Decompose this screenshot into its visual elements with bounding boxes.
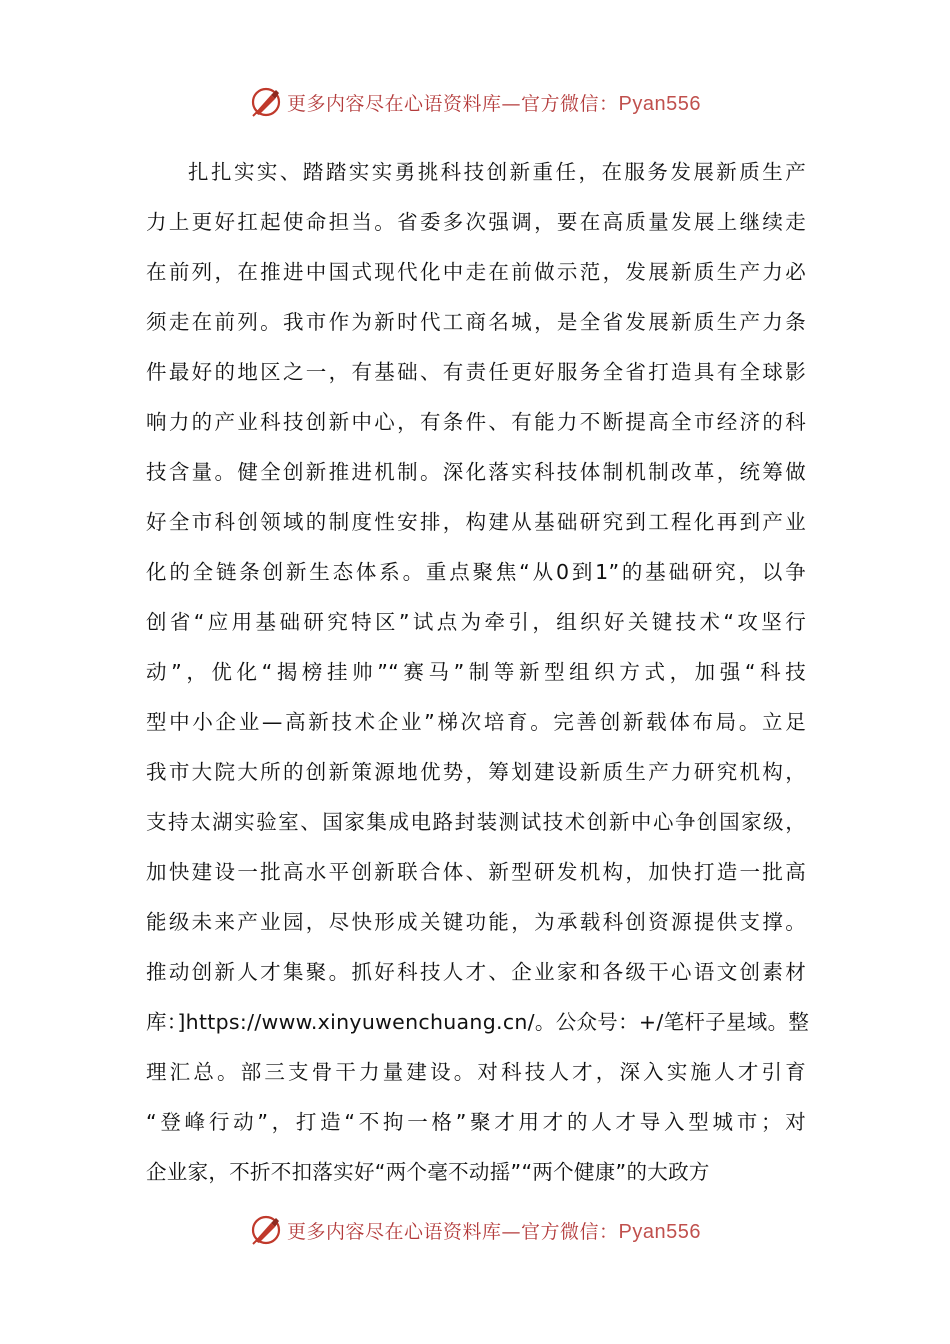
article-line: 加快建设一批高水平创新联合体、新型研发机构，加快打造一批高 xyxy=(146,860,806,884)
header-banner xyxy=(0,82,950,122)
article-line: “登峰行动”，打造“不拘一格”聚才用才的人才导入型城市；对 xyxy=(146,1110,806,1134)
article-line: 型中小企业—高新技术企业”梯次培育。完善创新载体布局。立足 xyxy=(146,710,806,734)
article-line: 企业家，不折不扣落实好“两个毫不动摇”“两个健康”的大政方 xyxy=(146,1160,710,1184)
article-line: 理汇总。部三支骨干力量建设。对科技人才，深入实施人才引育 xyxy=(146,1060,806,1084)
header-wechat-id: Pyan556 xyxy=(618,92,701,115)
article-line: 扎扎实实、踏踏实实勇挑科技创新重任，在服务发展新质生产 xyxy=(188,160,806,184)
pen-nib-logo-icon xyxy=(249,85,283,119)
header-banner-text xyxy=(287,89,701,116)
footer-banner xyxy=(0,1210,950,1250)
footer-wechat-id: Pyan556 xyxy=(618,1220,701,1243)
article-line: 动”，优化“揭榜挂帅”“赛马”制等新型组织方式，加强“科技 xyxy=(146,660,806,684)
article-line: 支持太湖实验室、国家集成电路封装测试技术创新中心争创国家级， xyxy=(146,810,806,834)
article-line: 推动创新人才集聚。抓好科技人才、企业家和各级干心语文创素材 xyxy=(146,960,806,984)
pen-nib-logo-icon xyxy=(249,1213,283,1247)
article-line: 好全市科创领域的制度性安排，构建从基础研究到工程化再到产业 xyxy=(146,510,806,534)
article-line: 库：]https://www.xinyuwenchuang.cn/。公众号：+/笔杆子星域。整 xyxy=(146,1010,810,1034)
article-body xyxy=(146,147,810,1197)
article-line: 化的全链条创新生态体系。重点聚焦“从0到1”的基础研究，以争 xyxy=(146,560,806,584)
article-line: 力上更好扛起使命担当。省委多次强调，要在高质量发展上继续走 xyxy=(146,210,806,234)
article-line: 技含量。健全创新推进机制。深化落实科技体制机制改革，统筹做 xyxy=(146,460,806,484)
article-line: 在前列，在推进中国式现代化中走在前做示范，发展新质生产力必 xyxy=(146,260,806,284)
article-line: 创省“应用基础研究特区”试点为牵引，组织好关键技术“攻坚行 xyxy=(146,610,806,634)
footer-banner-label: 更多内容尽在心语资料库—官方微信： xyxy=(287,1220,619,1243)
footer-banner-text xyxy=(287,1217,701,1244)
article-line: 我市大院大所的创新策源地优势，筹划建设新质生产力研究机构， xyxy=(146,760,806,784)
header-banner-label: 更多内容尽在心语资料库—官方微信： xyxy=(287,92,619,115)
article-line: 响力的产业科技创新中心，有条件、有能力不断提高全市经济的科 xyxy=(146,410,806,434)
article-line: 件最好的地区之一，有基础、有责任更好服务全省打造具有全球影 xyxy=(146,360,806,384)
article-line: 须走在前列。我市作为新时代工商名城，是全省发展新质生产力条 xyxy=(146,310,806,334)
article-line: 能级未来产业园，尽快形成关键功能，为承载科创资源提供支撑。 xyxy=(146,910,806,934)
